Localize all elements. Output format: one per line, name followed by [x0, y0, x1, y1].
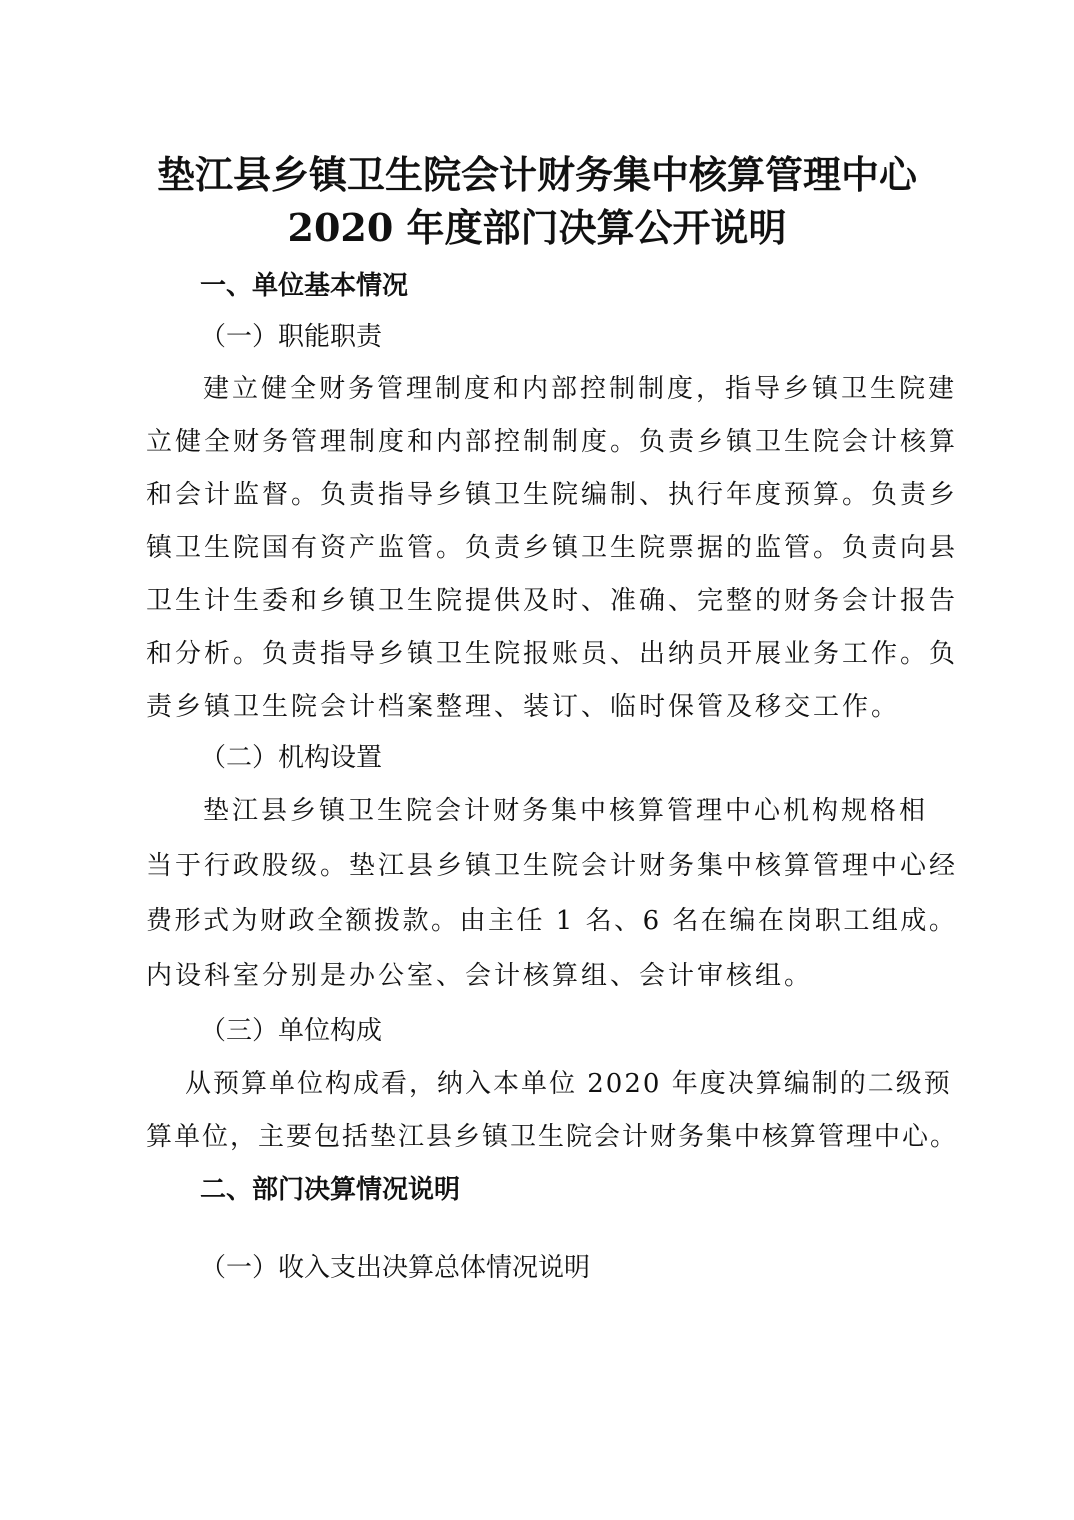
section-1-3-heading: （三）单位构成: [200, 1016, 383, 1046]
paragraph-line: 立健全财务管理制度和内部控制制度。负责乡镇卫生院会计核算: [146, 427, 959, 457]
paragraph-line: 镇卫生院国有资产监管。负责乡镇卫生院票据的监管。负责向县: [146, 533, 959, 563]
paragraph-line: 建立健全财务管理制度和内部控制制度，指导乡镇卫生院建: [203, 374, 958, 404]
section-2-heading: 二、部门决算情况说明: [200, 1175, 461, 1205]
paragraph-line: 和分析。负责指导乡镇卫生院报账员、出纳员开展业务工作。负: [146, 639, 959, 669]
paragraph-line: 和会计监督。负责指导乡镇卫生院编制、执行年度预算。负责乡: [146, 480, 959, 510]
paragraph-line: 内设科室分别是办公室、会计核算组、会计审核组。: [146, 961, 814, 991]
paragraph-line: 责乡镇卫生院会计档案整理、装订、临时保管及移交工作。: [146, 692, 901, 722]
section-1-1-heading: （一）职能职责: [200, 322, 383, 352]
paragraph-line: 从预算单位构成看，纳入本单位 2020 年度决算编制的二级预: [185, 1069, 952, 1099]
section-2-1-heading: （一）收入支出决算总体情况说明: [200, 1253, 591, 1283]
paragraph-line: 算单位，主要包括垫江县乡镇卫生院会计财务集中核算管理中心。: [146, 1122, 959, 1152]
paragraph-line: 费形式为财政全额拨款。由主任 1 名、6 名在编在岗职工组成。: [146, 906, 958, 936]
section-1-2-heading: （二）机构设置: [200, 743, 383, 773]
document-title-line-2: 2020 年度部门决算公开说明: [287, 205, 787, 250]
section-1-heading: 一、单位基本情况: [200, 271, 409, 301]
paragraph-line: 卫生计生委和乡镇卫生院提供及时、准确、完整的财务会计报告: [146, 586, 959, 616]
paragraph-line: 垫江县乡镇卫生院会计财务集中核算管理中心机构规格相: [203, 796, 929, 826]
paragraph-line: 当于行政股级。垫江县乡镇卫生院会计财务集中核算管理中心经: [146, 851, 959, 881]
document-title-line-1: 垫江县乡镇卫生院会计财务集中核算管理中心: [156, 152, 917, 197]
